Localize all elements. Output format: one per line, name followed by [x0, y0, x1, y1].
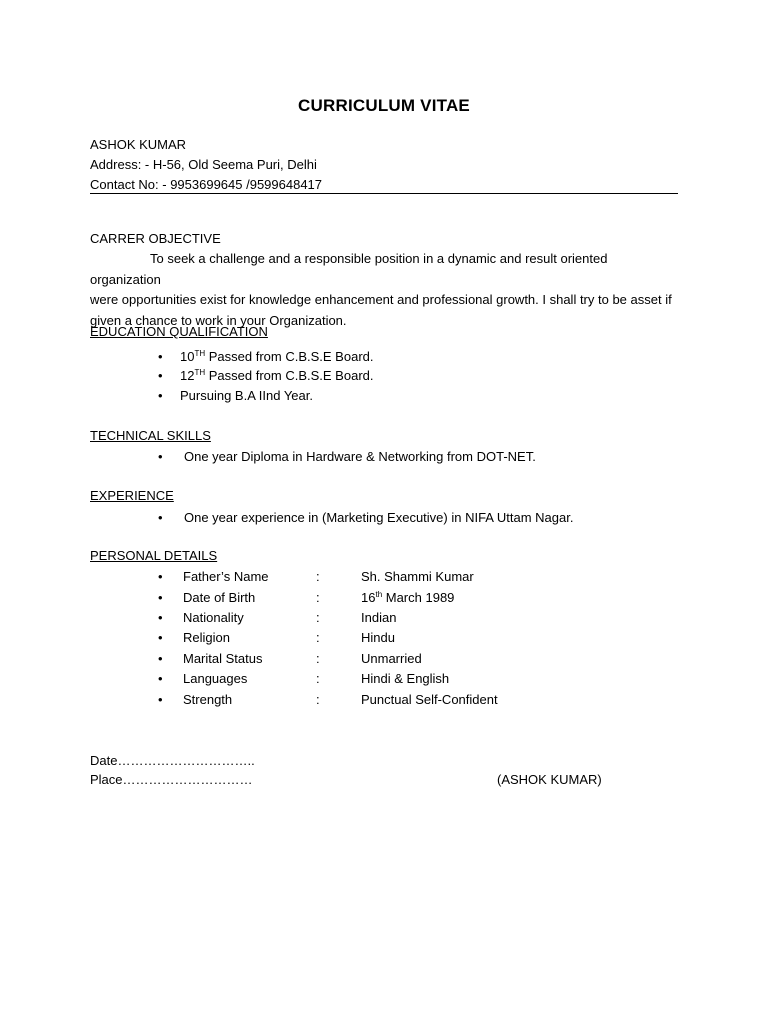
personal-detail-row: • Languages : Hindi & English [158, 671, 450, 686]
experience-heading: EXPERIENCE [90, 488, 174, 503]
experience-item: • One year experience in (Marketing Executive) in NIFA Uttam Nagar. [158, 510, 574, 525]
personal-heading: PERSONAL DETAILS [90, 548, 218, 563]
candidate-name: ASHOK KUMAR [90, 137, 187, 152]
date-field: Date………………………….. [90, 753, 255, 768]
bullet-icon: • [158, 692, 163, 707]
personal-detail-row: • Father’s Name : Sh. Shammi Kumar [158, 569, 474, 584]
place-field: Place………………………… [90, 772, 253, 787]
bullet-icon: • [158, 610, 163, 625]
technical-heading: TECHNICAL SKILLS [90, 428, 211, 443]
objective-line-1: To seek a challenge and a responsible position in a dynamic and result oriented organization [90, 251, 608, 287]
personal-detail-row: • Date of Birth : 16th March 1989 [158, 590, 455, 605]
objective-heading: CARRER OBJECTIVE [90, 231, 221, 246]
objective-line-3: given a chance to work in your Organization. [90, 312, 347, 328]
personal-detail-row: • Religion : Hindu [158, 630, 395, 645]
education-item: • 12TH Passed from C.B.S.E Board. [158, 368, 374, 383]
bullet-icon: • [158, 368, 163, 383]
objective-paragraph [90, 249, 680, 331]
bullet-icon: • [158, 651, 163, 666]
education-item: • Pursuing B.A IInd Year. [158, 388, 313, 403]
contact-line: Contact No: - 9953699645 /9599648417 [90, 177, 323, 192]
header-divider [90, 193, 678, 194]
address-line: Address: - H-56, Old Seema Puri, Delhi [90, 157, 317, 172]
objective-line-2: were opportunities exist for knowledge enhancement and professional growth. I shall try to be asset if [90, 292, 672, 307]
signature-name: (ASHOK KUMAR) [497, 772, 602, 787]
personal-detail-row: • Strength : Punctual Self-Confident [158, 692, 498, 707]
education-heading: EDUCATION QUALIFICATION [90, 324, 268, 339]
bullet-icon: • [158, 349, 163, 364]
document-title: CURRICULUM VITAE [298, 96, 470, 115]
bullet-icon: • [158, 388, 163, 403]
bullet-icon: • [158, 449, 163, 464]
personal-detail-row: • Nationality : Indian [158, 610, 397, 625]
technical-item: • One year Diploma in Hardware & Networking from DOT-NET. [158, 449, 536, 464]
bullet-icon: • [158, 510, 163, 525]
bullet-icon: • [158, 671, 163, 686]
education-item: • 10TH Passed from C.B.S.E Board. [158, 349, 374, 364]
bullet-icon: • [158, 630, 163, 645]
bullet-icon: • [158, 569, 163, 584]
bullet-icon: • [158, 590, 163, 605]
personal-detail-row: • Marital Status : Unmarried [158, 651, 422, 666]
